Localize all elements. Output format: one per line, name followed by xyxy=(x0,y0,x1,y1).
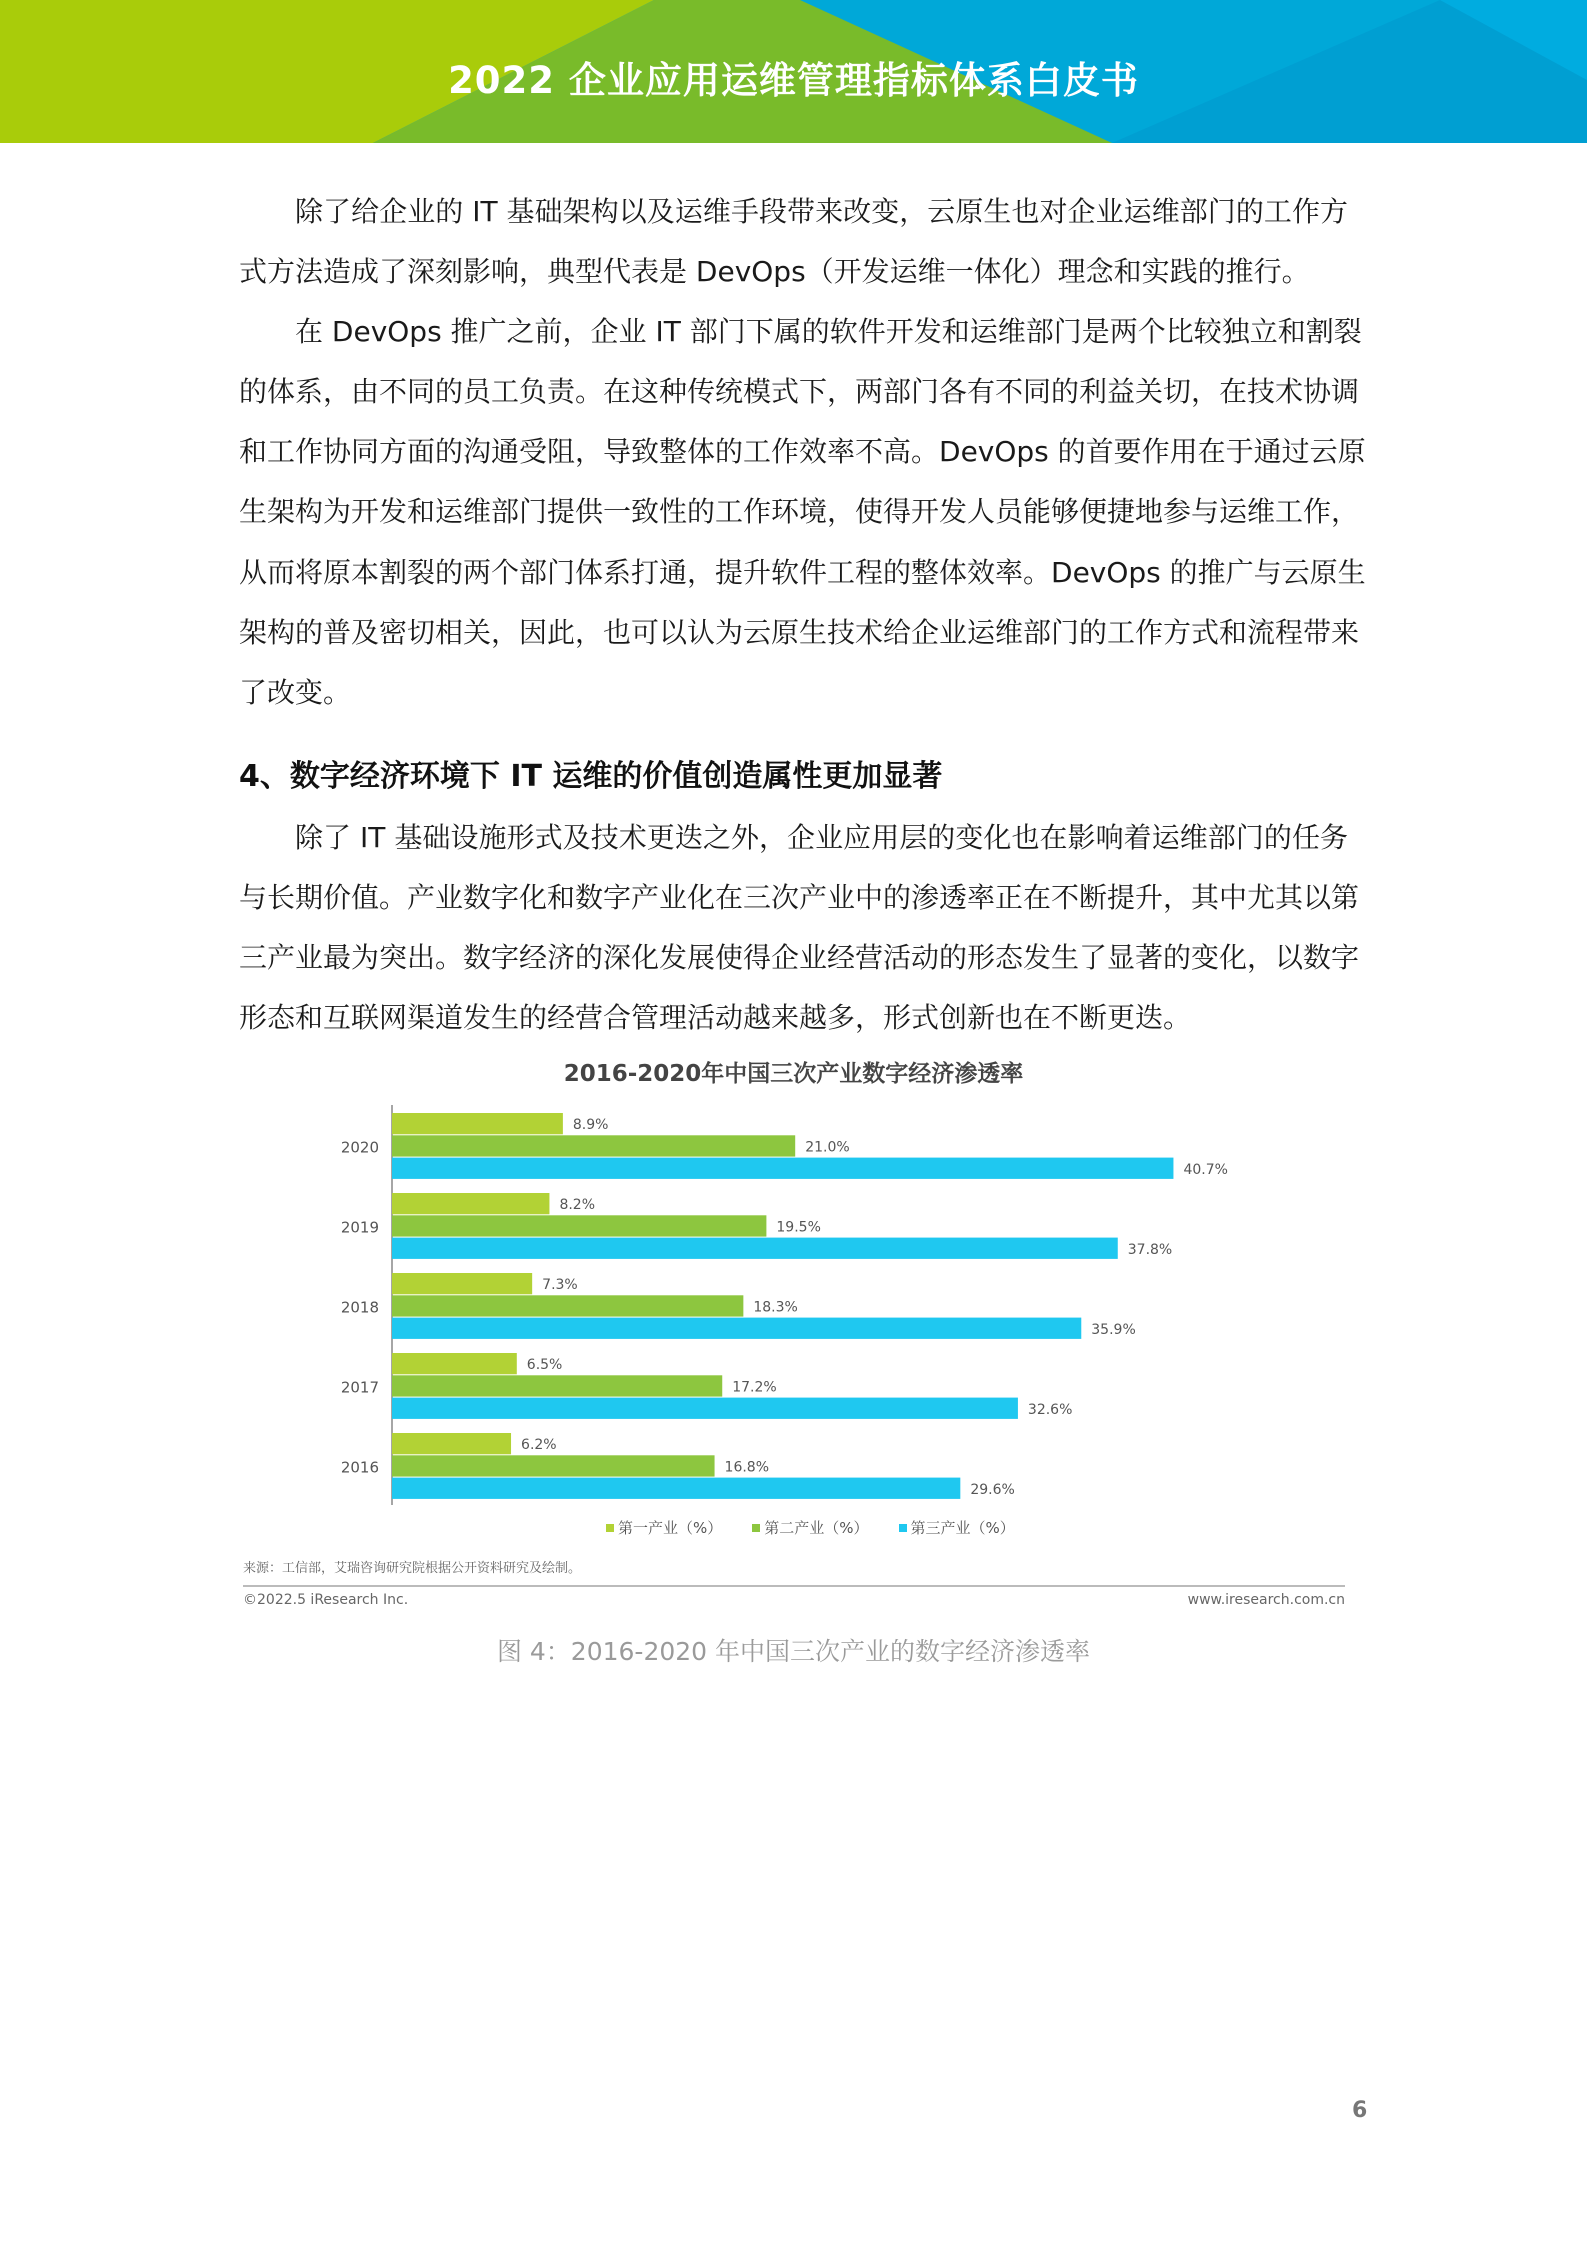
legend-item xyxy=(899,1517,1015,1538)
paragraph-line: 架构的普及密切相关，因此，也可以认为云原生技术给企业运维部门的工作方式和流程带来 xyxy=(239,616,1360,649)
legend-swatch xyxy=(752,1524,760,1532)
paragraph-line: 了改变。 xyxy=(239,676,352,709)
chart-source: 来源：工信部，艾瑞咨询研究院根据公开资料研究及绘制。 xyxy=(243,1561,582,1576)
paragraph-line: 生架构为开发和运维部门提供一致性的工作环境，使得开发人员能够便捷地参与运维工作， xyxy=(239,495,1360,528)
figure-caption: 图 4：2016-2020 年中国三次产业的数字经济渗透率 xyxy=(496,1637,1091,1666)
legend-label: 第二产业（%） xyxy=(764,1519,869,1537)
document-title: 2022 企业应用运维管理指标体系白皮书 xyxy=(448,59,1139,102)
y-tick-label: 2017 xyxy=(340,1378,379,1397)
data-label: 40.7% xyxy=(1183,1161,1228,1178)
y-tick-label: 2020 xyxy=(340,1138,379,1157)
website-link[interactable]: www.iresearch.com.cn xyxy=(1187,1592,1345,1608)
legend-swatch xyxy=(606,1524,614,1532)
bar xyxy=(392,1353,517,1374)
paragraph-line: 形态和互联网渠道发生的经营合管理活动越来越多，形式创新也在不断更迭。 xyxy=(239,1001,1192,1034)
paragraph-line: 与长期价值。产业数字化和数字产业化在三次产业中的渗透率正在不断提升，其中尤其以第 xyxy=(239,881,1360,914)
divider xyxy=(243,1585,1345,1587)
page-number: 6 xyxy=(1352,2098,1368,2123)
data-label: 37.8% xyxy=(1127,1241,1173,1258)
paragraph-line: 除了 IT 基础设施形式及技术更迭之外，企业应用层的变化也在影响着运维部门的任务 xyxy=(295,821,1348,854)
paragraph-line: 的体系，由不同的员工负责。在这种传统模式下，两部门各有不同的利益关切，在技术协调 xyxy=(239,375,1360,408)
bar xyxy=(392,1375,722,1396)
data-label: 7.3% xyxy=(542,1277,578,1294)
data-label: 6.5% xyxy=(526,1357,563,1374)
paragraph-line: 三产业最为突出。数字经济的深化发展使得企业经营活动的形态发生了显著的变化，以数字 xyxy=(239,941,1360,974)
bar xyxy=(392,1273,532,1294)
bar xyxy=(392,1113,563,1134)
data-label: 8.2% xyxy=(559,1197,596,1214)
section-heading: 4、数字经济环境下 IT 运维的价值创造属性更加显著 xyxy=(239,759,943,794)
y-tick-label: 2016 xyxy=(340,1458,379,1477)
legend-swatch xyxy=(899,1524,907,1532)
paragraph-line: 式方法造成了深刻影响，典型代表是 DevOps（开发运维一体化）理念和实践的推行。 xyxy=(239,255,1310,288)
bar xyxy=(392,1398,1018,1419)
paragraph-line: 从而将原本割裂的两个部门体系打通，提升软件工程的整体效率。DevOps 的推广与云原生 xyxy=(239,556,1366,589)
chart-legend xyxy=(606,1517,1015,1538)
bar xyxy=(392,1318,1081,1339)
bar xyxy=(392,1433,511,1454)
y-tick-label: 2019 xyxy=(340,1218,379,1237)
bar xyxy=(392,1215,766,1236)
legend-label: 第一产业（%） xyxy=(618,1519,723,1537)
data-label: 16.8% xyxy=(724,1459,770,1476)
bar xyxy=(392,1193,549,1214)
data-label: 29.6% xyxy=(970,1481,1015,1498)
y-tick-label: 2018 xyxy=(340,1298,379,1317)
legend-item xyxy=(752,1517,868,1538)
chart-title: 2016-2020年中国三次产业数字经济渗透率 xyxy=(563,1061,1024,1087)
data-label: 21.0% xyxy=(805,1139,850,1156)
data-label: 8.9% xyxy=(572,1117,609,1134)
bar xyxy=(392,1158,1173,1179)
data-label: 35.9% xyxy=(1091,1321,1136,1338)
legend-label: 第三产业（%） xyxy=(910,1519,1015,1537)
bar xyxy=(392,1238,1118,1259)
paragraph-line: 和工作协同方面的沟通受阻，导致整体的工作效率不高。DevOps 的首要作用在于通过云原 xyxy=(239,435,1366,468)
bar xyxy=(392,1478,960,1499)
data-label: 32.6% xyxy=(1027,1401,1073,1418)
legend-item xyxy=(606,1517,722,1538)
bar xyxy=(392,1455,715,1476)
data-label: 6.2% xyxy=(521,1437,557,1454)
bar xyxy=(392,1135,795,1156)
paragraph-line: 除了给企业的 IT 基础架构以及运维手段带来改变，云原生也对企业运维部门的工作方 xyxy=(295,195,1348,228)
data-label: 18.3% xyxy=(753,1299,798,1316)
data-label: 17.2% xyxy=(732,1379,777,1396)
paragraph-line: 在 DevOps 推广之前，企业 IT 部门下属的软件开发和运维部门是两个比较独立和割裂 xyxy=(295,315,1362,348)
bar xyxy=(392,1295,743,1316)
copyright: ©2022.5 iResearch Inc. xyxy=(243,1592,409,1608)
data-label: 19.5% xyxy=(776,1219,821,1236)
